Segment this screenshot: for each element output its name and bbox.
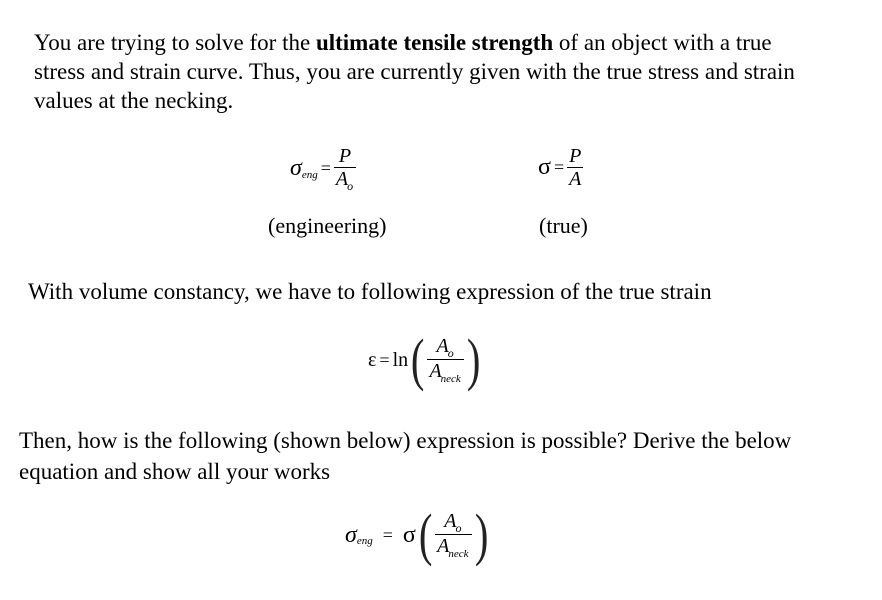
left-paren: ( [418, 502, 433, 567]
target-equation [345, 502, 491, 567]
fraction [427, 335, 463, 385]
denominator-symbol: A [429, 360, 442, 382]
true-stress-equation [538, 145, 583, 190]
denominator-subscript: o [347, 179, 354, 193]
fraction [567, 145, 583, 190]
intro-bold-term: ultimate tensile strength [315, 30, 554, 55]
right-paren: ) [466, 327, 481, 392]
equals-sign: = [553, 157, 565, 177]
equals-sign: = [320, 158, 331, 178]
epsilon-symbol: ε [368, 348, 377, 371]
engineering-label: (engineering) [268, 213, 387, 238]
denominator-subscript: neck [440, 373, 461, 385]
denominator [427, 360, 463, 385]
equals-sign: = [382, 524, 393, 545]
intro-line-3: values at the necking. [34, 88, 234, 113]
eng-subscript: eng [301, 168, 318, 181]
denominator: A [569, 168, 582, 190]
equals-sign: = [379, 349, 390, 370]
intro-line-2: stress and strain curve. Thus, you are currently given with the true stress and strain [34, 59, 795, 84]
denominator [435, 535, 471, 560]
engineering-stress-equation [290, 145, 356, 192]
numerator [435, 335, 457, 359]
numerator [442, 510, 464, 534]
eng-subscript: eng [356, 535, 373, 547]
numerator: P [338, 145, 352, 167]
sigma-symbol: σ [538, 154, 551, 180]
fraction [334, 145, 356, 192]
numerator: P [569, 145, 582, 167]
intro-paragraph [34, 28, 795, 115]
denominator-symbol: A [437, 535, 450, 557]
denominator [334, 168, 356, 192]
question-paragraph [19, 425, 791, 487]
true-label: (true) [539, 213, 588, 238]
denominator-subscript: neck [448, 548, 469, 560]
sigma-symbol: σ [345, 521, 357, 548]
fraction [435, 510, 471, 560]
true-strain-equation [368, 327, 483, 392]
left-paren: ( [411, 327, 425, 392]
ln-function: ln [392, 348, 409, 371]
right-paren: ) [474, 502, 488, 567]
numerator-symbol: A [436, 335, 449, 357]
intro-text-a: You are trying to solve for the [34, 30, 316, 55]
denominator-symbol: A [335, 168, 349, 190]
volume-constancy-text: With volume constancy, we have to following expression of the true strain [28, 279, 712, 304]
sigma-symbol: σ [290, 155, 302, 181]
numerator-subscript: o [455, 521, 462, 535]
question-line-2: equation and show all your works [19, 459, 331, 484]
rhs-sigma-symbol: σ [402, 521, 416, 548]
numerator-subscript: o [447, 346, 454, 360]
intro-line-1 [34, 28, 795, 57]
question-line-1: Then, how is the following (shown below) expression is possible? Derive the below [19, 428, 792, 453]
intro-text-b: of an object with a true [553, 30, 772, 55]
numerator-symbol: A [444, 510, 457, 532]
